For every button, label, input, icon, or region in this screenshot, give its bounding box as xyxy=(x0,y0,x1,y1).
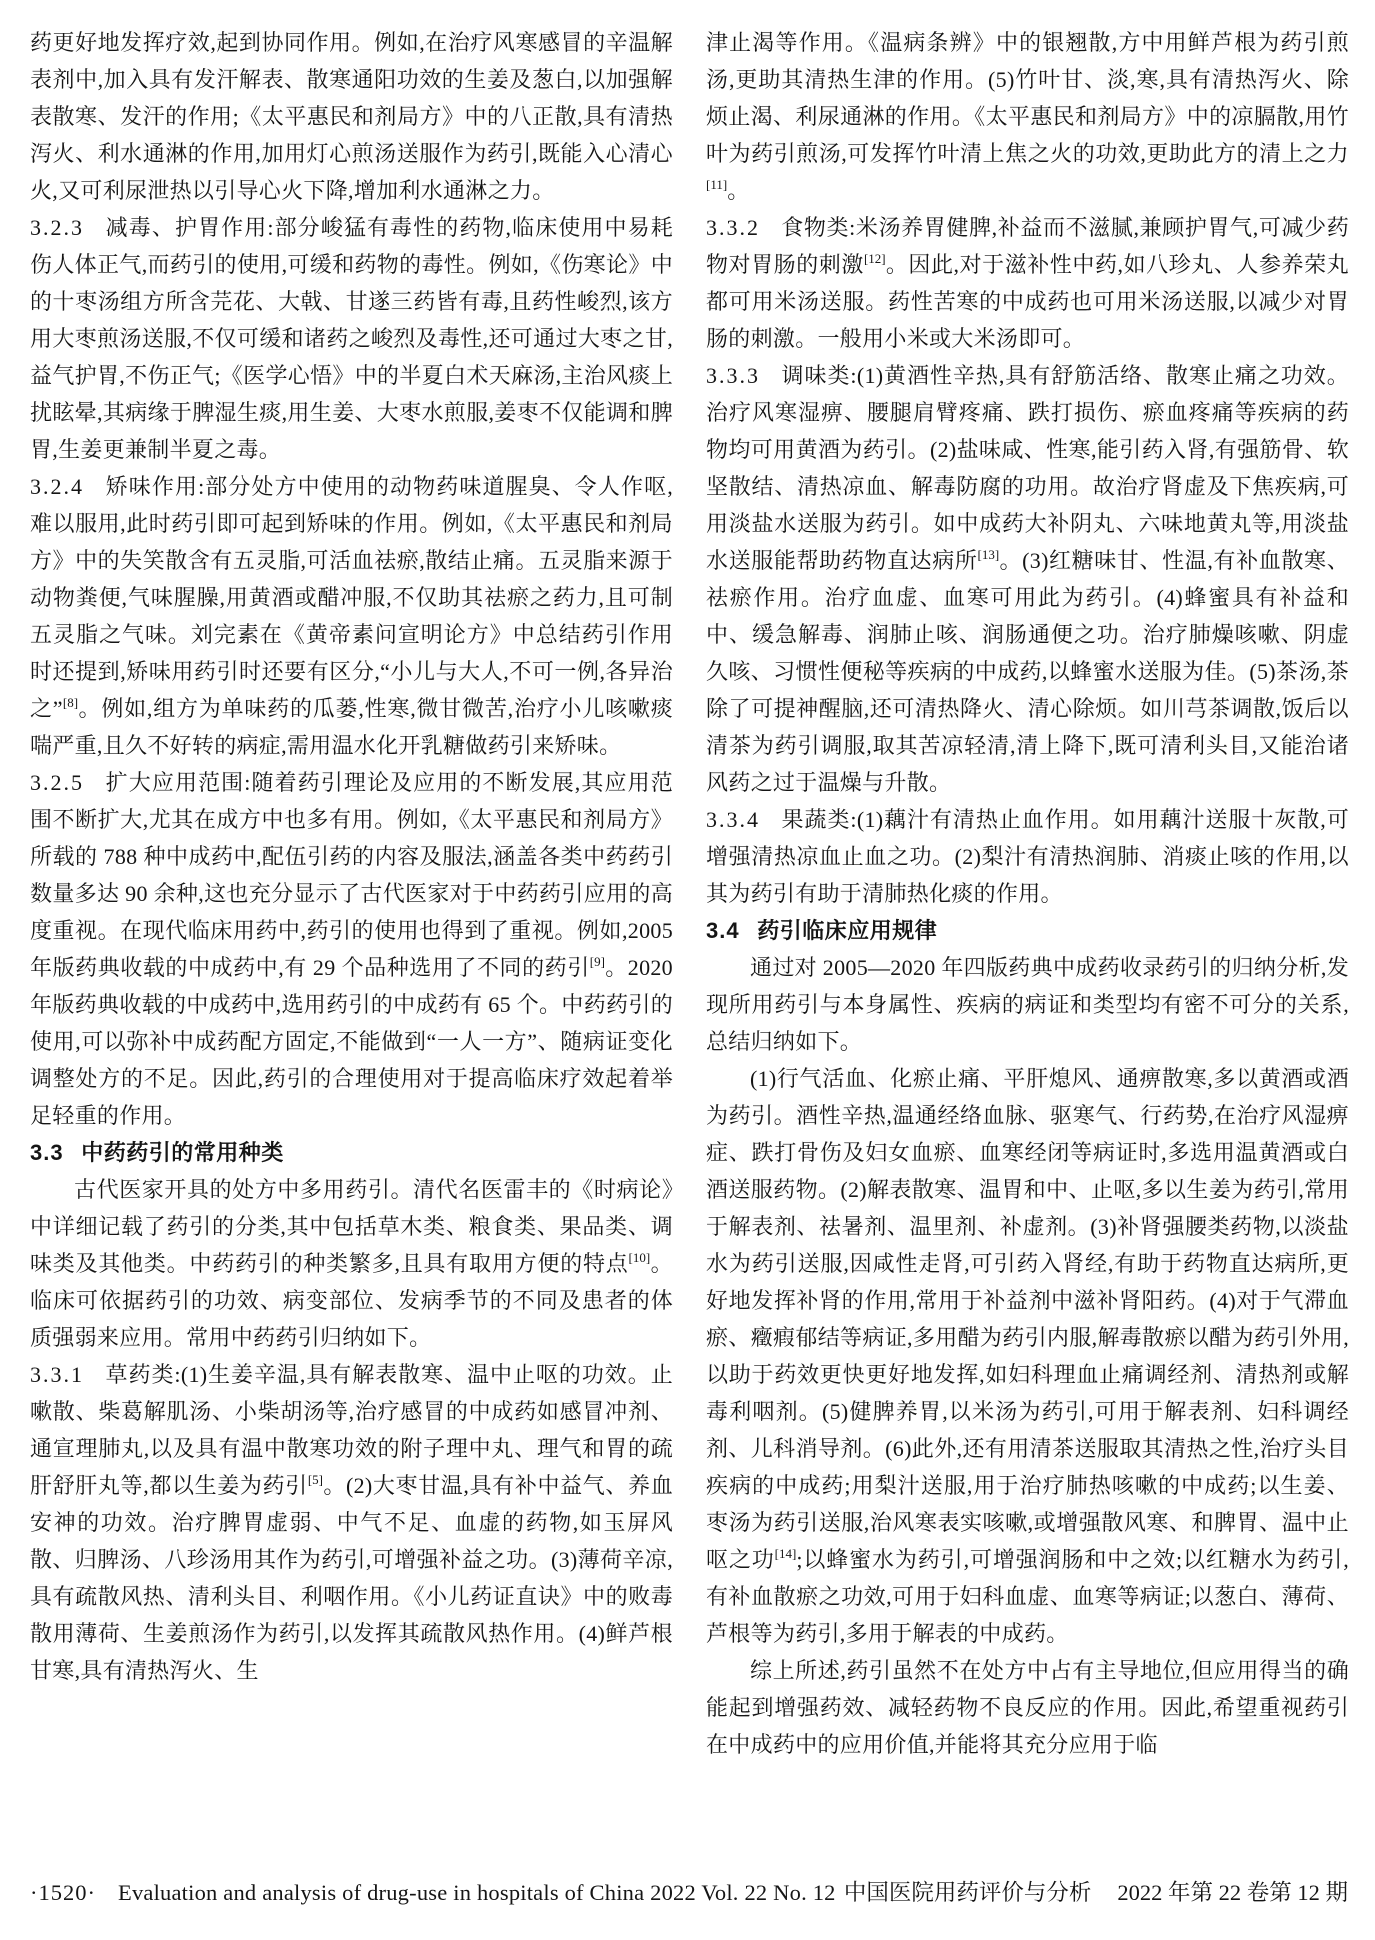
section-number: 3.4 xyxy=(706,918,740,943)
section-number: 3.2.4 xyxy=(30,474,84,499)
reference-marker: [14] xyxy=(774,1546,797,1561)
section-heading: 3.4 药引临床应用规律 xyxy=(706,912,1349,949)
paragraph: 通过对 2005—2020 年四版药典中成药收录药引的归纳分析,发现所用药引与本身属性、疾病的病证和类型均有密不可分的关系,总结归纳如下。 xyxy=(706,955,1349,1054)
page-number: ·1520· xyxy=(30,1880,96,1905)
numbered-section-paragraph: 3.3.2 食物类:米汤养胃健脾,补益而不滋腻,兼顾护胃气,可减少药物对胃肠的刺激[12]。因此,对于滋补性中药,如八珍丸、人参养荣丸都可用米汤送服。药性苦寒的中成药也可用米汤送服,以减少对胃肠的刺激。一般用小米或大米汤即可。 xyxy=(706,209,1349,357)
reference-marker: [10] xyxy=(628,1250,651,1265)
journal-title-chinese: 中国医院用药评价与分析 xyxy=(843,1880,1092,1905)
journal-title-english: Evaluation and analysis of drug-use in hospitals of China 2022 Vol. 22 No. 12 xyxy=(118,1880,836,1905)
paragraph: 津止渴等作用。《温病条辨》中的银翘散,方中用鲜芦根为药引煎汤,更助其清热生津的作用。(5)竹叶甘、淡,寒,具有清热泻火、除烦止渴、利尿通淋的作用。《太平惠民和剂局方》中的凉膈散,用竹叶为药引煎汤,可发挥竹叶清上焦之火的功效,更助此方的清上之力[11]。 xyxy=(706,30,1349,203)
paragraph: 综上所述,药引虽然不在处方中占有主导地位,但应用得当的确能起到增强药效、减轻药物不良反应的作用。因此,希望重视药引在中成药中的应用价值,并能将其充分应用于临 xyxy=(706,1658,1349,1757)
numbered-section-paragraph: 3.3.1 草药类:(1)生姜辛温,具有解表散寒、温中止呕的功效。止嗽散、柴葛解肌汤、小柴胡汤等,治疗感冒的中成药如感冒冲剂、通宣理肺丸,以及具有温中散寒功效的附子理中丸、理气和胃的疏肝舒肝丸等,都以生姜为药引[5]。(2)大枣甘温,具有补中益气、养血安神的功效。治疗脾胃虚弱、中气不足、血虚的药物,如玉屏风散、归脾汤、八珍汤用其作为药引,可增强补益之功。(3)薄荷辛凉,具有疏散风热、清利头目、利咽作用。《小儿药证直诀》中的败毒散用薄荷、生姜煎汤作为药引,以发挥其疏散风热作用。(4)鲜芦根甘寒,具有清热泻火、生 xyxy=(30,1356,673,1689)
page-footer xyxy=(30,1878,1348,1908)
reference-marker: [12] xyxy=(863,251,886,266)
journal-title-chinese-group xyxy=(844,1878,1348,1908)
paragraph: 药更好地发挥疗效,起到协同作用。例如,在治疗风寒感冒的辛温解表剂中,加入具有发汗解表、散寒通阳功效的生姜及葱白,以加强解表散寒、发汗的作用;《太平惠民和剂局方》中的八正散,具有清热泻火、利水通淋的作用,加用灯心煎汤送服作为药引,既能入心清心火,又可利尿泄热以引导心火下降,增加利水通淋之力。 xyxy=(30,30,673,203)
section-number: 3.3.3 xyxy=(706,363,760,388)
two-column-text xyxy=(30,24,1348,1763)
paragraph: (1)行气活血、化瘀止痛、平肝熄风、通痹散寒,多以黄酒或酒为药引。酒性辛热,温通经络血脉、驱寒气、行药势,在治疗风湿痹症、跌打骨伤及妇女血瘀、血寒经闭等病证时,多选用温黄酒或白酒送服药物。(2)解表散寒、温胃和中、止呕,多以生姜为药引,常用于解表剂、祛暑剂、温里剂、补虚剂。(3)补肾强腰类药物,以淡盐水为药引送服,因咸性走肾,可引药入肾经,有助于药物直达病所,更好地发挥补肾的作用,常用于补益剂中滋补肾阳药。(4)对于气滞血瘀、癥瘕郁结等病证,多用醋为药引内服,解毒散瘀以醋为药引外用,以助于药效更快更好地发挥,如妇科理血止痛调经剂、清热剂或解毒利咽剂。(5)健脾养胃,以米汤为药引,可用于解表剂、妇科调经剂、儿科消导剂。(6)此外,还有用清茶送服取其清热之性,治疗头目疾病的中成药;用梨汁送服,用于治疗肺热咳嗽的中成药;以生姜、枣汤为药引送服,治风寒表实咳嗽,或增强散风寒、和脾胃、温中止呕之功[14];以蜂蜜水为药引,可增强润肠和中之效;以红糖水为药引,有补血散瘀之功效,可用于妇科血虚、血寒等病证;以葱白、薄荷、芦根等为药引,多用于解表的中成药。 xyxy=(706,1066,1349,1646)
reference-marker: [8] xyxy=(62,695,79,710)
section-number: 3.2.3 xyxy=(30,215,84,240)
left-column xyxy=(30,24,673,1763)
numbered-section-paragraph: 3.2.5 扩大应用范围:随着药引理论及应用的不断发展,其应用范围不断扩大,尤其在成方中也多有用。例如,《太平惠民和剂局方》所载的 788 种中成药中,配伍引药的内容及服法,涵盖各类中药药引数量多达 90 余种,这也充分显示了古代医家对于中药药引应用的高度重视。在现代临床用药中,药引的使用也得到了重视。例如,2005 年版药典收载的中成药中,有 29 个品种选用了不同的药引[9]。2020 年版药典收载的中成药中,选用药引的中成药有 65 个。中药药引的使用,可以弥补中成药配方固定,不能做到“一人一方”、随病证变化调整处方的不足。因此,药引的合理使用对于提高临床疗效起着举足轻重的作用。 xyxy=(30,764,673,1134)
section-number: 3.3.1 xyxy=(30,1362,84,1387)
reference-marker: [5] xyxy=(307,1472,323,1487)
right-column xyxy=(706,24,1349,1763)
reference-marker: [9] xyxy=(589,954,605,969)
section-heading: 3.3 中药药引的常用种类 xyxy=(30,1134,673,1171)
paragraph: 古代医家开具的处方中多用药引。清代名医雷丰的《时病论》中详细记载了药引的分类,其中包括草木类、粮食类、果品类、调味类及其他类。中药药引的种类繁多,且具有取用方便的特点[10]。临床可依据药引的功效、病变部位、发病季节的不同及患者的体质强弱来应用。常用中药药引归纳如下。 xyxy=(30,1177,673,1350)
journal-issue-chinese: 2022 年第 22 卷第 12 期 xyxy=(1117,1880,1348,1905)
section-number: 3.3.4 xyxy=(706,807,760,832)
reference-marker: [13] xyxy=(977,547,1000,562)
numbered-section-paragraph: 3.2.3 减毒、护胃作用:部分峻猛有毒性的药物,临床使用中易耗伤人体正气,而药引的使用,可缓和药物的毒性。例如,《伤寒论》中的十枣汤组方所含芫花、大戟、甘遂三药皆有毒,且药性峻烈,该方用大枣煎汤送服,不仅可缓和诸药之峻烈及毒性,还可通过大枣之甘,益气护胃,不伤正气;《医学心悟》中的半夏白术天麻汤,主治风痰上扰眩晕,其病缘于脾湿生痰,用生姜、大枣水煎服,姜枣不仅能调和脾胃,生姜更兼制半夏之毒。 xyxy=(30,209,673,468)
numbered-section-paragraph: 3.2.4 矫味作用:部分处方中使用的动物药味道腥臭、令人作呕,难以服用,此时药引即可起到矫味的作用。例如,《太平惠民和剂局方》中的失笑散含有五灵脂,可活血祛瘀,散结止痛。五灵脂来源于动物粪便,气味腥臊,用黄酒或醋冲服,不仅助其祛瘀之药力,且可制五灵脂之气味。刘完素在《黄帝素问宣明论方》中总结药引作用时还提到,矫味用药引时还要有区分,“小儿与大人,不可一例,各异治之”[8]。例如,组方为单味药的瓜蒌,性寒,微甘微苦,治疗小儿咳嗽痰喘严重,且久不好转的病症,需用温水化开乳糖做药引来矫味。 xyxy=(30,468,673,764)
numbered-section-paragraph: 3.3.3 调味类:(1)黄酒性辛热,具有舒筋活络、散寒止痛之功效。治疗风寒湿痹、腰腿肩臂疼痛、跌打损伤、瘀血疼痛等疾病的药物均可用黄酒为药引。(2)盐味咸、性寒,能引药入肾,有强筋骨、软坚散结、清热凉血、解毒防腐的功用。故治疗肾虚及下焦疾病,可用淡盐水送服为药引。如中成药大补阴丸、六味地黄丸等,用淡盐水送服能帮助药物直达病所[13]。(3)红糖味甘、性温,有补血散寒、祛瘀作用。治疗血虚、血寒可用此为药引。(4)蜂蜜具有补益和中、缓急解毒、润肺止咳、润肠通便之功。治疗肺燥咳嗽、阴虚久咳、习惯性便秘等疾病的中成药,以蜂蜜水送服为佳。(5)茶汤,茶除了可提神醒脑,还可清热降火、清心除烦。如川芎茶调散,饭后以清茶为药引调服,取其苦凉轻清,清上降下,既可清利头目,又能治诸风药之过于温燥与升散。 xyxy=(706,357,1349,801)
section-number: 3.3 xyxy=(30,1140,64,1165)
reference-marker: [11] xyxy=(706,177,728,192)
section-number: 3.3.2 xyxy=(706,215,760,240)
numbered-section-paragraph: 3.3.4 果蔬类:(1)藕汁有清热止血作用。如用藕汁送服十灰散,可增强清热凉血止血之功。(2)梨汁有清热润肺、消痰止咳的作用,以其为药引有助于清肺热化痰的作用。 xyxy=(706,801,1349,912)
section-number: 3.2.5 xyxy=(30,770,84,795)
